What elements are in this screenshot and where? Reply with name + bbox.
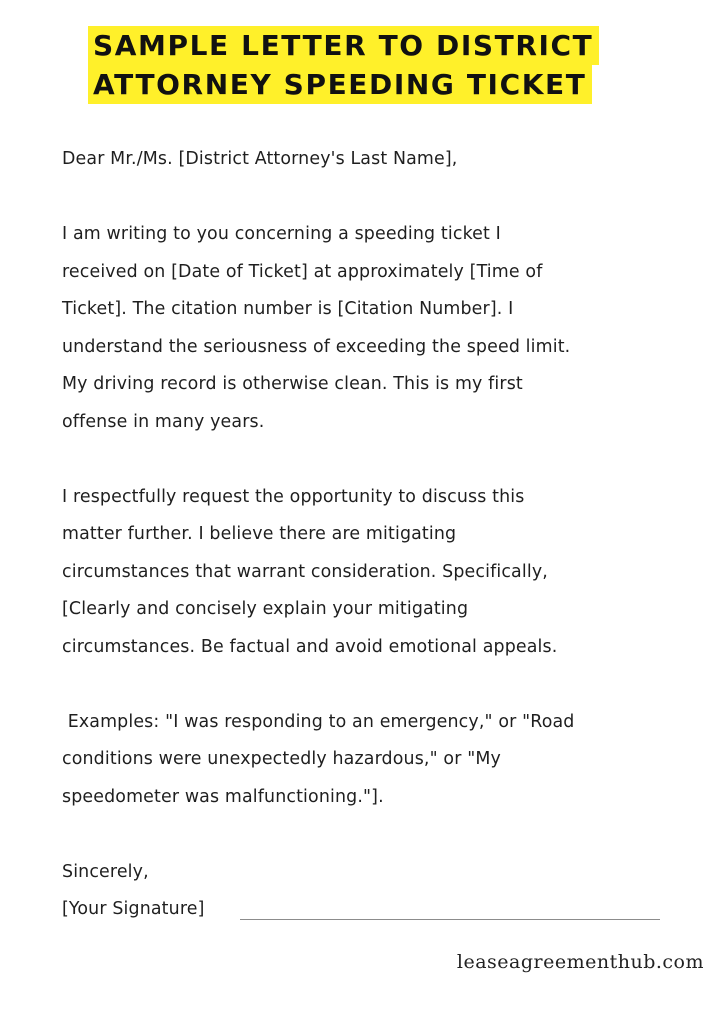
signature-row (62, 891, 672, 929)
signature-placeholder: [Your Signature] (62, 899, 205, 919)
paragraph-line: [Clearly and concisely explain your mitigating (62, 599, 469, 619)
paragraph-line: Examples: "I was responding to an emergency," or "Road (62, 711, 575, 732)
paragraph-line: speedometer was malfunctioning."]. (62, 786, 384, 807)
paragraph-line: Ticket]. The citation number is [Citation Number]. I (62, 299, 514, 319)
title-line-2: ATTORNEY SPEEDING TICKET (88, 65, 592, 104)
paragraph-line: matter further. I believe there are mitigating (62, 524, 457, 544)
paragraph-spacer (62, 441, 672, 479)
paragraph-2 (62, 479, 672, 667)
signature-line (240, 919, 660, 920)
paragraph-line: circumstances. Be factual and avoid emotional appeals. (62, 636, 558, 657)
paragraph-1 (62, 216, 672, 441)
paragraph-line: offense in many years. (62, 411, 265, 432)
letter-title (88, 26, 608, 104)
paragraph-spacer (62, 179, 672, 217)
paragraph-line: understand the seriousness of exceeding the speed limit. (62, 336, 571, 357)
paragraph-line: circumstances that warrant consideration. Specifically, (62, 561, 548, 582)
paragraph-line: My driving record is otherwise clean. This is my first (62, 374, 523, 394)
paragraph-line: conditions were unexpectedly hazardous," or "My (62, 749, 501, 769)
paragraph-spacer (62, 666, 672, 704)
letter-body (62, 141, 672, 929)
closing: Sincerely, (62, 861, 149, 882)
paragraph-line: I am writing to you concerning a speeding ticket I (62, 224, 501, 244)
brand-watermark: leaseagreementhub.com (456, 951, 704, 973)
paragraph-line: received on [Date of Ticket] at approximately [Time of (62, 261, 543, 282)
title-line-1: SAMPLE LETTER TO DISTRICT (88, 26, 599, 65)
paragraph-spacer (62, 816, 672, 854)
paragraph-3 (62, 704, 672, 817)
paragraph-line: I respectfully request the opportunity to discuss this (62, 486, 525, 507)
salutation: Dear Mr./Ms. [District Attorney's Last Name], (62, 149, 458, 169)
